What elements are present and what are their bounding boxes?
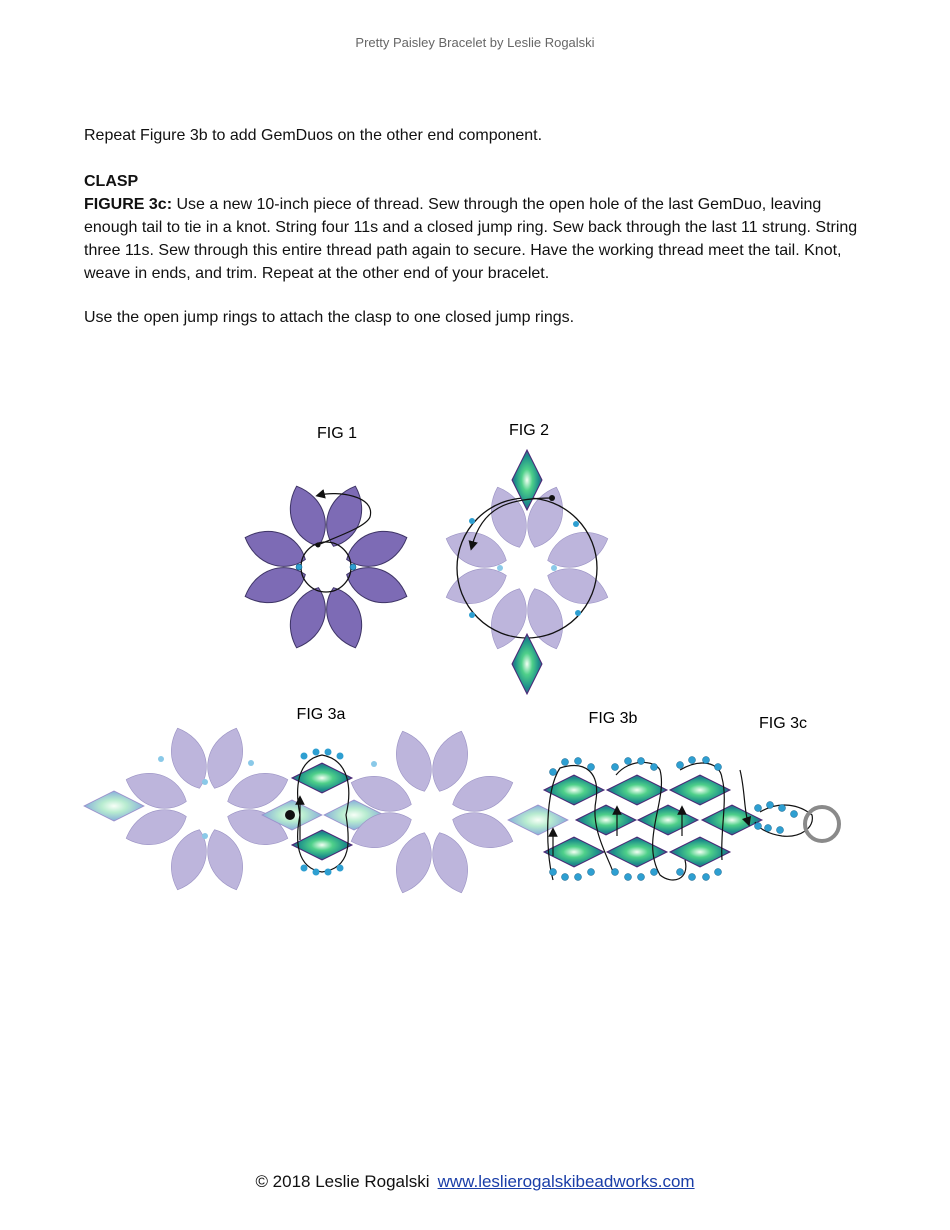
- website-link[interactable]: www.leslierogalskibeadworks.com: [437, 1172, 695, 1191]
- figure-3c-label: FIGURE 3c:: [84, 196, 173, 213]
- clasp-section: [84, 170, 874, 285]
- fig2-label: FIG 2: [508, 422, 550, 439]
- fig3b-diagram: [508, 757, 762, 881]
- jump-rings-paragraph: Use the open jump rings to attach the clasp to one closed jump rings.: [84, 309, 575, 326]
- fig3a-label: FIG 3a: [296, 706, 346, 723]
- fig1-label: FIG 1: [316, 425, 358, 442]
- fig1-flower: [240, 481, 413, 654]
- copyright-text: © 2018 Leslie Rogalski: [255, 1172, 430, 1191]
- fig3c-diagram: [740, 770, 839, 841]
- fig2-flower: [441, 450, 614, 694]
- beading-diagram: [0, 400, 950, 920]
- fig3c-label: FIG 3c: [758, 715, 808, 732]
- clasp-heading: CLASP: [84, 173, 139, 190]
- jump-ring: [805, 807, 839, 841]
- fig3a-diagram: [84, 723, 518, 899]
- repeat-paragraph: Repeat Figure 3b to add GemDuos on the other end component.: [84, 127, 543, 144]
- fig3b-label: FIG 3b: [588, 710, 638, 727]
- figure-3c-instructions: Use a new 10-inch piece of thread. Sew through the open hole of the last GemDuo, leaving enough tail to tie in a knot. String four 11s and a closed jump ring. Sew back through the last 11 strung. String three 11s. Sew through this entire thread path again to secure. Have the working thread meet the tail. Knot, weave in ends, and trim. Repeat at the other end of your bracelet.: [84, 196, 858, 282]
- page-footer: [0, 1172, 950, 1192]
- page-header: Pretty Paisley Bracelet by Leslie Rogalski: [355, 35, 595, 50]
